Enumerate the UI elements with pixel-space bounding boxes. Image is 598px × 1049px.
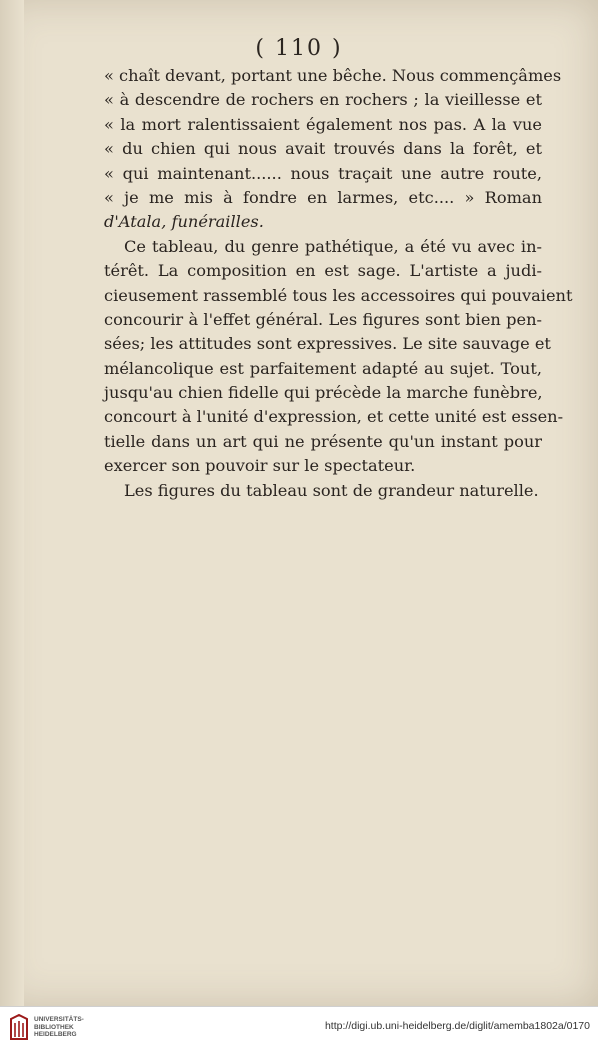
body-text [104,64,573,503]
text-line: jusqu'au chien fidelle qui précède la marche funèbre, [104,383,543,403]
library-logo-icon [8,1013,30,1041]
page-number: ( 110 ) [255,36,343,61]
text-line: concourir à l'effet général. Les figures sont bien pen- [104,309,542,329]
text-line: térêt. La composition en est sage. L'artiste a judi- [104,261,542,281]
source-url[interactable]: http://digi.ub.uni-heidelberg.de/diglit/amemba1802a/0170 [324,1020,590,1032]
text-line: mélancolique est parfaitement adapté au sujet. Tout, [104,358,542,378]
text-line: cieusement rassemblé tous les accessoires qui pouvaient [104,285,573,305]
text-line: tielle dans un art qui ne présente qu'un instant pour [104,431,542,451]
text-line: concourt à l'unité d'expression, et cette unité est essen- [104,407,564,427]
text-line: « qui maintenant...... nous traçait une autre route, [104,163,542,183]
text-line: « à descendre de rochers en rochers ; la vieillesse et [104,90,542,110]
page-gutter-shadow [0,0,24,1006]
text-line: « du chien qui nous avait trouvés dans la forêt, et [104,139,542,159]
text-line: « la mort ralentissaient également nos pas. A la vue [104,114,542,134]
text-line: Les figures du tableau sont de grandeur naturelle. [124,480,539,500]
library-logo-text: UNIVERSITÄTS- BIBLIOTHEK HEIDELBERG [34,1016,84,1038]
text-line: exercer son pouvoir sur le spectateur. [104,456,416,476]
text-line: « chaît devant, portant une bêche. Nous commençâmes [104,66,562,85]
text-line: Ce tableau, du genre pathétique, a été vu avec in- [124,236,542,256]
text-line: « je me mis à fondre en larmes, etc.... » Roman [104,187,542,207]
viewer-footer [0,1006,598,1049]
text-line: sées; les attitudes sont expressives. Le site sauvage et [104,334,551,354]
text-line: d'Atala, funérailles. [104,212,264,232]
